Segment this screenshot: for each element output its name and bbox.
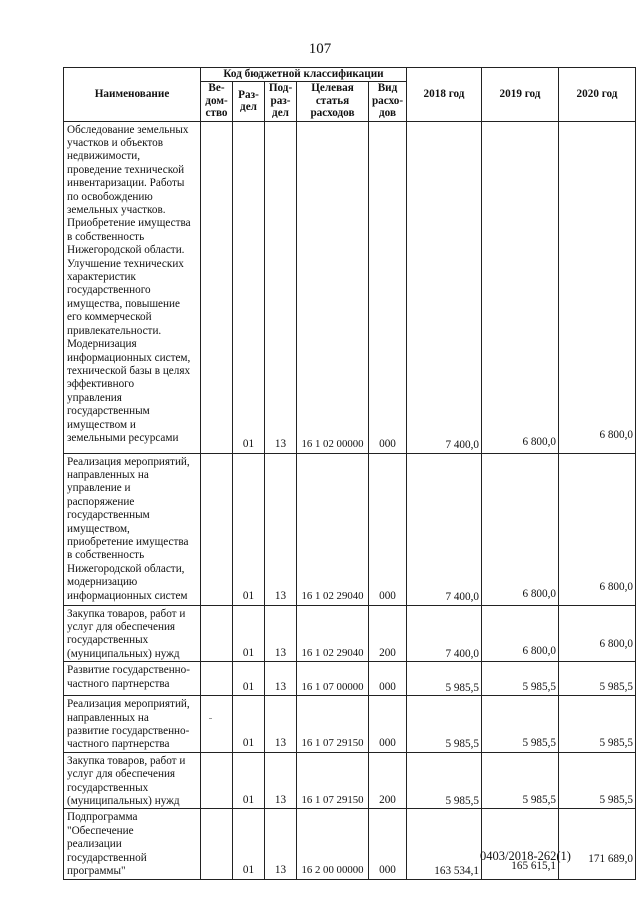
header-tselevaya: Целевая статья расходов: [297, 81, 369, 121]
row-amount-2020: 6 800,0: [559, 121, 636, 453]
row-tselevaya: 16 1 07 29150: [297, 696, 369, 753]
header-2020: 2020 год: [559, 68, 636, 122]
row-podrazdel: 13: [265, 662, 297, 696]
row-amount-2019: 165 615,1: [482, 809, 559, 879]
row-tselevaya: 16 1 07 29150: [297, 752, 369, 809]
row-name: Закупка товаров, работ и услуг для обеспечения государственных (муниципальных) нужд: [64, 752, 201, 809]
row-vedomstvo: [201, 809, 233, 879]
row-vid: 000: [369, 453, 407, 605]
row-podrazdel: 13: [265, 453, 297, 605]
row-tselevaya: 16 2 00 00000: [297, 809, 369, 879]
row-amount-2020: 5 985,5: [559, 696, 636, 753]
row-name: Развитие государственно- частного партнерства: [64, 662, 201, 696]
row-amount-2019: 6 800,0: [482, 453, 559, 605]
row-podrazdel: 13: [265, 696, 297, 753]
header-vid: Вид расхо- дов: [369, 81, 407, 121]
row-amount-2019: 5 985,5: [482, 662, 559, 696]
row-amount-2018: 5 985,5: [407, 696, 482, 753]
header-razdel: Раз- дел: [233, 81, 265, 121]
row-amount-2020: 5 985,5: [559, 662, 636, 696]
footer-code: 0403/2018-262(1): [480, 849, 571, 863]
row-amount-2018: 163 534,1: [407, 809, 482, 879]
row-vedomstvo: [201, 752, 233, 809]
row-amount-2019: 6 800,0: [482, 121, 559, 453]
header-2018: 2018 год: [407, 68, 482, 122]
table-row: [64, 453, 636, 605]
row-razdel: 01: [233, 121, 265, 453]
row-vid: 200: [369, 605, 407, 662]
row-tselevaya: 16 1 07 00000: [297, 662, 369, 696]
row-amount-2018: 7 400,0: [407, 605, 482, 662]
table-row: [64, 809, 636, 879]
row-amount-2020: 5 985,5: [559, 752, 636, 809]
row-name: Реализация мероприятий, направленных на развитие государственно- частного партнерства: [64, 696, 201, 753]
row-amount-2020: 171 689,0: [559, 809, 636, 879]
row-razdel: 01: [233, 696, 265, 753]
row-amount-2019: 5 985,5: [482, 696, 559, 753]
row-amount-2020: 6 800,0: [559, 453, 636, 605]
row-amount-2019: 5 985,5: [482, 752, 559, 809]
header-name: Наименование: [64, 68, 201, 122]
row-amount-2018: 5 985,5: [407, 662, 482, 696]
table-row: [64, 662, 636, 696]
row-podrazdel: 13: [265, 809, 297, 879]
row-name: Подпрограмма "Обеспечение реализации государственной программы": [64, 809, 201, 879]
row-razdel: 01: [233, 662, 265, 696]
row-vedomstvo: [201, 605, 233, 662]
row-name: Реализация мероприятий, направленных на управление и распоряжение государственным имуществом, приобретение имущества в собственность Нижегородской области, модернизацию информационных систем: [64, 453, 201, 605]
table-row: [64, 605, 636, 662]
row-amount-2019: 6 800,0: [482, 605, 559, 662]
row-vid: 200: [369, 752, 407, 809]
row-vid: 000: [369, 809, 407, 879]
row-vid: 000: [369, 121, 407, 453]
row-tselevaya: 16 1 02 00000: [297, 121, 369, 453]
row-tselevaya: 16 1 02 29040: [297, 453, 369, 605]
row-podrazdel: 13: [265, 752, 297, 809]
table-row: [64, 121, 636, 453]
row-vedomstvo: [201, 696, 233, 753]
table-row: [64, 696, 636, 753]
page-number: 107: [308, 41, 332, 57]
budget-table: [63, 67, 636, 880]
row-podrazdel: 13: [265, 605, 297, 662]
header-code-group: Код бюджетной классификации: [201, 68, 407, 82]
header-vedomstvo: Ве- дом- ство: [201, 81, 233, 121]
row-vedomstvo: [201, 662, 233, 696]
row-vedomstvo: [201, 121, 233, 453]
row-vid: 000: [369, 662, 407, 696]
row-name: Обследование земельных участков и объектов недвижимости, проведение технической инвентаризации. Работы по освобождению земельных участков. Приобретение имущества в собственность Нижегородской области. Улучшение технических характеристик государственного имущества, повышение его коммерческой привлекательности. Модернизация информационных систем, технической базы в целях эффективного управления государственным имуществом и земельными ресурсами: [64, 121, 201, 453]
row-razdel: 01: [233, 605, 265, 662]
row-razdel: 01: [233, 752, 265, 809]
row-razdel: 01: [233, 453, 265, 605]
row-razdel: 01: [233, 809, 265, 879]
row-name: Закупка товаров, работ и услуг для обеспечения государственных (муниципальных) нужд: [64, 605, 201, 662]
row-amount-2018: 7 400,0: [407, 453, 482, 605]
row-vedomstvo: [201, 453, 233, 605]
row-amount-2020: 6 800,0: [559, 605, 636, 662]
row-podrazdel: 13: [265, 121, 297, 453]
header-podrazdel: Под- раз- дел: [265, 81, 297, 121]
row-amount-2018: 7 400,0: [407, 121, 482, 453]
header-2019: 2019 год: [482, 68, 559, 122]
table-row: [64, 752, 636, 809]
row-vid: 000: [369, 696, 407, 753]
row-amount-2018: 5 985,5: [407, 752, 482, 809]
row-tselevaya: 16 1 02 29040: [297, 605, 369, 662]
scan-mark: [209, 718, 212, 719]
